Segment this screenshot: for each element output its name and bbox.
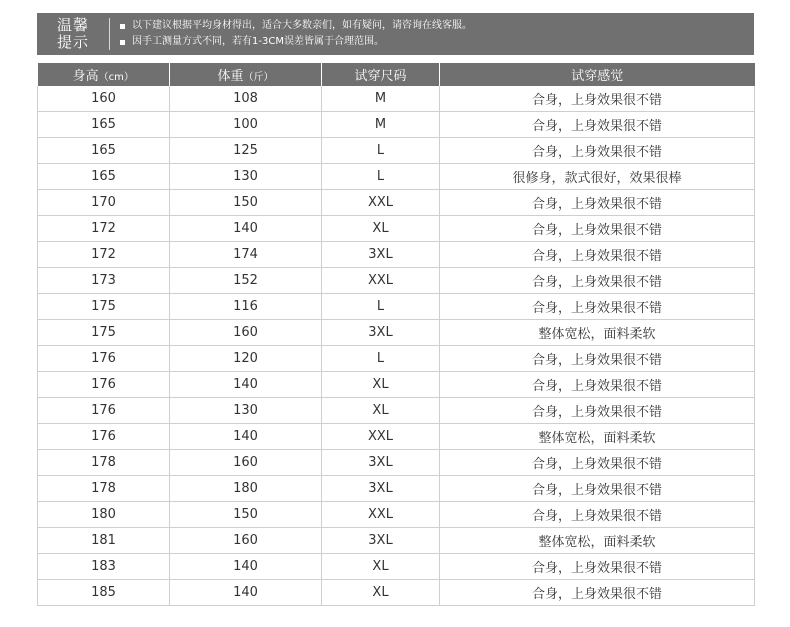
table-row: [38, 268, 755, 294]
cell-height: 173: [38, 268, 170, 294]
cell-height: 175: [38, 320, 170, 346]
tip-line-1: [120, 18, 472, 34]
cell-feeling: 整体宽松，面料柔软: [440, 528, 755, 554]
table-row: [38, 398, 755, 424]
cell-feeling: 合身，上身效果很不错: [440, 86, 755, 112]
cell-feeling: 合身，上身效果很不错: [440, 268, 755, 294]
table-row: [38, 138, 755, 164]
cell-size: XXL: [322, 424, 440, 450]
cell-height: 178: [38, 476, 170, 502]
cell-height: 178: [38, 450, 170, 476]
header-weight: 体重（斤）: [170, 63, 322, 86]
cell-feeling: 整体宽松，面料柔软: [440, 424, 755, 450]
cell-feeling: 合身，上身效果很不错: [440, 450, 755, 476]
table-row: [38, 86, 755, 112]
table-row: [38, 528, 755, 554]
cell-feeling: 合身，上身效果很不错: [440, 138, 755, 164]
table-header-row: [38, 63, 755, 86]
table-row: [38, 554, 755, 580]
cell-weight: 140: [170, 554, 322, 580]
size-table: [37, 63, 755, 606]
cell-size: XL: [322, 398, 440, 424]
cell-feeling: 合身，上身效果很不错: [440, 476, 755, 502]
cell-weight: 150: [170, 190, 322, 216]
cell-weight: 130: [170, 398, 322, 424]
cell-weight: 116: [170, 294, 322, 320]
cell-feeling: 合身，上身效果很不错: [440, 580, 755, 606]
cell-size: L: [322, 346, 440, 372]
tip-line-text: 因手工测量方式不同，若有1-3CM误差皆属于合理范围。: [132, 36, 384, 47]
tip-box: [37, 13, 754, 55]
cell-height: 185: [38, 580, 170, 606]
table-row: [38, 450, 755, 476]
table-row: [38, 242, 755, 268]
bullet-square-icon: [120, 40, 125, 45]
table-row: [38, 502, 755, 528]
cell-size: XL: [322, 580, 440, 606]
cell-height: 172: [38, 242, 170, 268]
table-row: [38, 216, 755, 242]
cell-size: M: [322, 86, 440, 112]
table-row: [38, 164, 755, 190]
cell-feeling: 合身，上身效果很不错: [440, 112, 755, 138]
cell-feeling: 整体宽松，面料柔软: [440, 320, 755, 346]
cell-height: 176: [38, 398, 170, 424]
cell-height: 172: [38, 216, 170, 242]
cell-feeling: 合身，上身效果很不错: [440, 398, 755, 424]
cell-height: 180: [38, 502, 170, 528]
cell-feeling: 合身，上身效果很不错: [440, 372, 755, 398]
cell-weight: 174: [170, 242, 322, 268]
tip-title: [37, 13, 109, 55]
cell-size: 3XL: [322, 242, 440, 268]
cell-weight: 140: [170, 424, 322, 450]
table-row: [38, 424, 755, 450]
cell-height: 181: [38, 528, 170, 554]
cell-height: 183: [38, 554, 170, 580]
cell-height: 175: [38, 294, 170, 320]
table-row: [38, 346, 755, 372]
cell-height: 160: [38, 86, 170, 112]
cell-size: 3XL: [322, 476, 440, 502]
tip-lines: [110, 13, 472, 55]
cell-size: XXL: [322, 190, 440, 216]
cell-size: XL: [322, 216, 440, 242]
cell-size: XXL: [322, 502, 440, 528]
cell-weight: 100: [170, 112, 322, 138]
cell-size: L: [322, 294, 440, 320]
header-feeling: 试穿感觉: [440, 63, 755, 86]
cell-height: 165: [38, 138, 170, 164]
table-row: [38, 112, 755, 138]
cell-feeling: 合身，上身效果很不错: [440, 502, 755, 528]
cell-feeling: 合身，上身效果很不错: [440, 190, 755, 216]
cell-weight: 140: [170, 580, 322, 606]
cell-size: 3XL: [322, 450, 440, 476]
cell-size: L: [322, 138, 440, 164]
table-row: [38, 190, 755, 216]
cell-feeling: 合身，上身效果很不错: [440, 216, 755, 242]
cell-size: XL: [322, 554, 440, 580]
cell-weight: 140: [170, 372, 322, 398]
tip-line-text: 以下建议根据平均身材得出，适合大多数亲们，如有疑问，请咨询在线客服。: [132, 20, 472, 31]
header-height: 身高（cm）: [38, 63, 170, 86]
cell-weight: 160: [170, 450, 322, 476]
cell-weight: 160: [170, 320, 322, 346]
tip-title-line2: 提示: [56, 33, 89, 51]
cell-height: 170: [38, 190, 170, 216]
cell-weight: 152: [170, 268, 322, 294]
cell-size: 3XL: [322, 320, 440, 346]
cell-feeling: 合身，上身效果很不错: [440, 294, 755, 320]
cell-feeling: 合身，上身效果很不错: [440, 346, 755, 372]
cell-height: 165: [38, 164, 170, 190]
cell-size: XL: [322, 372, 440, 398]
cell-height: 165: [38, 112, 170, 138]
table-row: [38, 320, 755, 346]
cell-size: L: [322, 164, 440, 190]
header-size: 试穿尺码: [322, 63, 440, 86]
cell-weight: 130: [170, 164, 322, 190]
cell-height: 176: [38, 372, 170, 398]
table-row: [38, 294, 755, 320]
cell-weight: 125: [170, 138, 322, 164]
cell-height: 176: [38, 424, 170, 450]
cell-feeling: 很修身，款式很好，效果很棒: [440, 164, 755, 190]
cell-weight: 120: [170, 346, 322, 372]
cell-feeling: 合身，上身效果很不错: [440, 242, 755, 268]
cell-size: 3XL: [322, 528, 440, 554]
table-body: [38, 86, 755, 606]
tip-title-line1: 温馨: [56, 16, 89, 34]
table-row: [38, 476, 755, 502]
table-row: [38, 580, 755, 606]
cell-size: XXL: [322, 268, 440, 294]
cell-feeling: 合身，上身效果很不错: [440, 554, 755, 580]
cell-weight: 150: [170, 502, 322, 528]
cell-height: 176: [38, 346, 170, 372]
cell-size: M: [322, 112, 440, 138]
cell-weight: 180: [170, 476, 322, 502]
cell-weight: 140: [170, 216, 322, 242]
table-row: [38, 372, 755, 398]
cell-weight: 108: [170, 86, 322, 112]
cell-weight: 160: [170, 528, 322, 554]
bullet-square-icon: [120, 24, 125, 29]
tip-line-2: [120, 34, 472, 50]
